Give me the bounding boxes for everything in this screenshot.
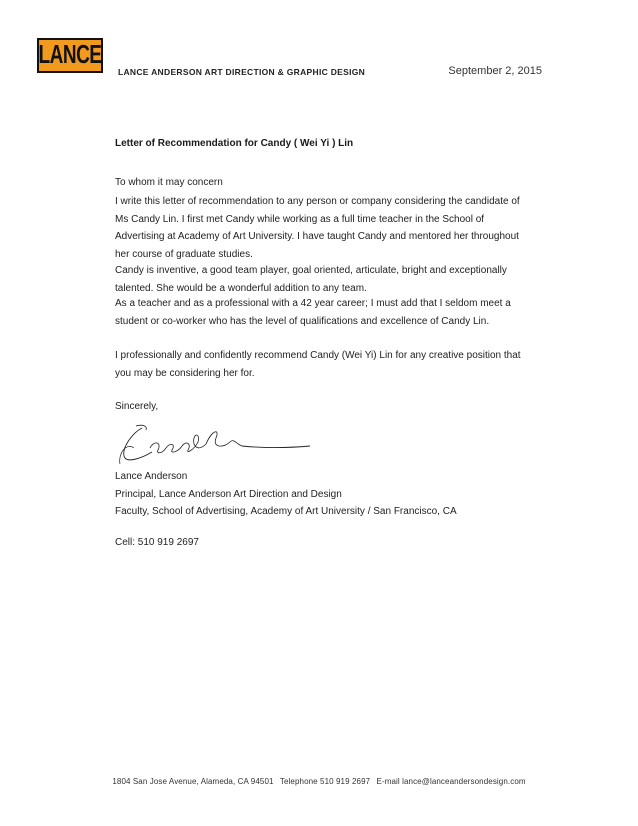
signer-name: Lance Anderson <box>115 471 188 482</box>
footer-telephone: Telephone 510 919 2697 <box>279 777 371 786</box>
closing: Sincerely, <box>115 401 159 412</box>
handwritten-signature <box>112 418 312 468</box>
cell-phone: Cell: 510 919 2697 <box>115 537 199 548</box>
signer-title-2: Faculty, School of Advertising, Academy of Art University / San Francisco, CA <box>115 506 457 517</box>
logo-text: LANCE <box>38 41 102 70</box>
paragraph-2: Candy is inventive, a good team player, goal oriented, articulate, bright and exceptionally talented. She would be a wonderful addition to any team. <box>115 265 507 294</box>
footer-address: 1804 San Jose Avenue, Alameda, CA 94501 <box>112 777 274 786</box>
paragraph-3: As a teacher and as a professional with a 42 year career; I must add that I seldom meet a student or co-worker who has the level of qualifications and excellence of Candy Lin. <box>115 298 511 327</box>
company-name: LANCE ANDERSON ART DIRECTION & GRAPHIC DESIGN <box>118 67 366 77</box>
paragraph-1: I write this letter of recommendation to any person or company considering the candidate of Ms Candy Lin. I first met Candy while working as a full time teacher in the School of Advertising at Academy of Art University. I have taught Candy and mentored her throughout her course of graduate studies. <box>115 196 520 260</box>
signer-title-1: Principal, Lance Anderson Art Direction and Design <box>115 488 342 500</box>
salutation: To whom it may concern <box>115 177 223 188</box>
company-logo <box>37 38 103 73</box>
signature-block <box>115 468 457 521</box>
footer <box>0 777 638 786</box>
letter-date: September 2, 2015 <box>448 65 542 77</box>
footer-email: E-mail lance@lanceandersondesign.com <box>376 777 526 786</box>
letter-subject: Letter of Recommendation for Candy ( Wei Yi ) Lin <box>115 138 354 149</box>
paragraph-4: I professionally and confidently recommend Candy (Wei Yi) Lin for any creative position that you may be considering her for. <box>115 350 521 379</box>
